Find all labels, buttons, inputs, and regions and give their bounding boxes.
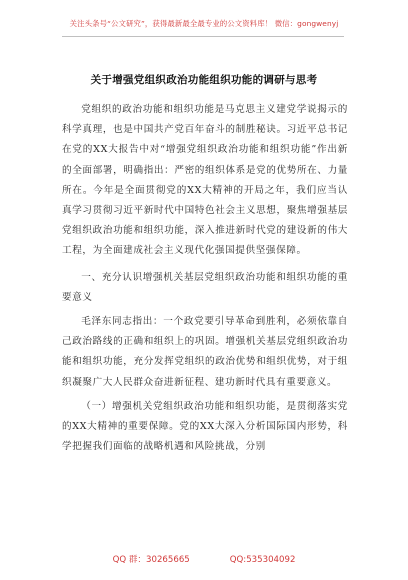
- header-divider: [62, 36, 344, 37]
- paragraph-point-one: （一）增强机关党组织政治功能和组织功能，是贯彻落实党的XX大精神的重要保障。党的XX大深入分析国际国内形势，科学把握我们面临的战略机遇和风险挑战，分别: [62, 400, 348, 453]
- paragraph-quote: 毛泽东同志指出：一个政党要引导革命到胜利，必须依靠自己政治路线的正确和组织上的巩固。增强机关基层党组织政治功能和组织功能，充分发挥党组织的政治优势和组织优势，对于组织凝聚广大人民群众奋进新征程、建功新时代具有重要意义。: [62, 316, 348, 388]
- section-heading: 一、充分认识增强机关基层党组织政治功能和组织功能的重要意义: [62, 271, 348, 303]
- document-title: 关于增强党组织政治功能组织功能的调研与思考: [90, 74, 318, 86]
- qq-number-text: QQ:535304092: [229, 555, 296, 565]
- qq-group-text: QQ 群：30265665: [112, 555, 190, 565]
- document-body: [62, 100, 348, 457]
- footer-contact: [0, 553, 408, 565]
- header-banner: 关注头条号“公文研究”，获得最新最全最专业的公文资料库！ 微信：gongwenyj: [69, 19, 339, 28]
- paragraph-intro: 党组织的政治功能和组织功能是马克思主义建党学说揭示的科学真理，也是中国共产党百年奋斗的制胜秘诀。习近平总书记在党的XX大报告中对“增强党组织政治功能和组织功能”作出新的全面部署，明确指出：严密的组织体系是党的优势所在、力量所在。今年是全面贯彻党的XX大精神的开局之年，我们应当认真学习贯彻习近平新时代中国特色社会主义思想，聚焦增强基层党组织政治功能和组织功能，深入推进新时代党的建设新的伟大工程，为全面建成社会主义现代化强国提供坚强保障。: [62, 104, 348, 257]
